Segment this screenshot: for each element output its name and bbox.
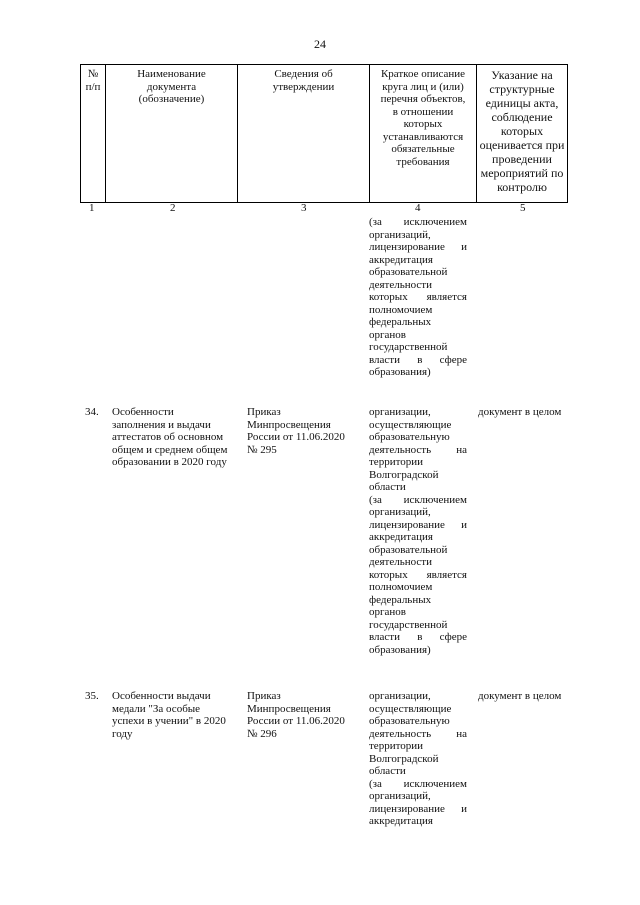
text-line: полномочием (369, 581, 433, 593)
text-line: организаций, (369, 790, 431, 802)
text-line: образовательную (369, 715, 450, 727)
text-line: Приказ (247, 690, 281, 702)
header-line: утверждении (272, 80, 335, 93)
text-line: успехи в учении" в 2020 (112, 715, 226, 727)
header-line: перечня объектов, (380, 93, 466, 105)
text-line: федеральных (369, 593, 432, 606)
text-line: России от 11.06.2020 (247, 431, 345, 443)
table-header (80, 64, 568, 203)
document-name (112, 690, 242, 740)
header-col-approval (238, 65, 370, 203)
header-line: п/п (85, 80, 101, 93)
text-line: власти в сфере (369, 631, 467, 643)
text-line: медали "За особые (112, 702, 201, 715)
text-line: организаций, (369, 506, 431, 518)
structural-units: документ в целом (478, 406, 562, 418)
text-line: организации, (369, 406, 431, 418)
column-number: 5 (520, 202, 526, 214)
text-line: которых является (369, 568, 467, 581)
header-line: соблюдение (491, 110, 553, 124)
header-line: единицы акта, (485, 96, 559, 110)
header-line: мероприятий по (480, 166, 564, 180)
text-line: территории (369, 456, 424, 468)
header-col-scope (370, 65, 477, 203)
text-line: № 295 (247, 443, 277, 456)
header-line: структурные (489, 82, 555, 96)
page-number: 24 (314, 37, 326, 51)
text-line: общем и среднем общем (112, 443, 228, 456)
header-line: (обозначение) (138, 93, 205, 105)
text-line: полномочием (369, 303, 433, 316)
column-numbers-row (80, 202, 560, 215)
approval-info (247, 406, 362, 456)
text-line: образовании в 2020 году (112, 456, 227, 468)
text-line: органов (369, 606, 406, 618)
text-line: федеральных (369, 316, 432, 328)
document-name (112, 406, 242, 469)
text-line: Особенности выдачи (112, 690, 211, 702)
text-line: организаций, (369, 228, 431, 241)
text-line: аккредитация (369, 531, 433, 543)
header-line: оценивается при (479, 138, 565, 152)
column-number: 1 (89, 202, 95, 214)
text-line: (за исключением (369, 777, 467, 790)
scope-description (369, 690, 467, 828)
text-line: Особенности (112, 406, 174, 418)
header-line: Наименование (137, 68, 206, 80)
header-line: Сведения об (274, 68, 333, 80)
column-number: 2 (170, 202, 176, 214)
text-line: Минпросвещения (247, 702, 331, 715)
text-line: Волгоградской (369, 468, 439, 481)
text-line: аккредитация (369, 815, 433, 827)
header-line: проведении (492, 152, 552, 166)
text-line: образовательную (369, 431, 450, 443)
text-line: осуществляющие (369, 702, 452, 715)
header-line: круга лиц и (или) (382, 80, 464, 93)
text-line: образовательной (369, 266, 448, 278)
header-line: устанавливаются (382, 130, 464, 143)
text-line: (за исключением (369, 493, 467, 506)
text-line: деятельности (369, 556, 432, 568)
header-line: в отношении (392, 105, 454, 118)
text-line: деятельности (369, 278, 432, 291)
text-line: которых является (369, 291, 467, 303)
text-line: лицензирование и (369, 518, 467, 531)
header-line: Краткое описание (380, 68, 466, 80)
text-line: (за исключением (369, 216, 467, 228)
header-line: контролю (497, 180, 547, 194)
text-line: государственной (369, 341, 448, 353)
text-line: образования) (369, 366, 431, 378)
text-line: Минпросвещения (247, 418, 331, 431)
text-line: государственной (369, 618, 448, 631)
header-line: Указание на (491, 68, 553, 82)
header-line: № (87, 68, 99, 80)
header-col-document-name (106, 65, 238, 203)
text-line: России от 11.06.2020 (247, 715, 345, 727)
text-line: году (112, 727, 133, 740)
header-line: документа (146, 80, 197, 93)
text-line: лицензирование и (369, 802, 467, 815)
header-line: которых (403, 118, 443, 130)
text-line: Приказ (247, 406, 281, 418)
text-line: власти в сфере (369, 353, 467, 366)
column-number: 3 (301, 202, 307, 214)
text-line: деятельность на (369, 443, 467, 456)
text-line: органов (369, 328, 406, 341)
text-line: образования) (369, 643, 431, 656)
text-line: аттестатов об основном (112, 431, 224, 443)
row-number: 34. (85, 406, 99, 418)
text-line: осуществляющие (369, 418, 452, 431)
approval-info (247, 690, 362, 740)
text-line: территории (369, 740, 424, 752)
text-line: № 296 (247, 727, 277, 740)
text-line: лицензирование и (369, 241, 467, 253)
text-line: деятельность на (369, 727, 467, 740)
text-line: аккредитация (369, 253, 433, 266)
text-line: образовательной (369, 543, 448, 556)
structural-units: документ в целом (478, 690, 562, 702)
header-line: требования (396, 155, 450, 168)
text-line: Волгоградской (369, 752, 439, 765)
row-number: 35. (85, 690, 99, 702)
text-line: заполнения и выдачи (112, 418, 211, 431)
scope-description (369, 406, 467, 656)
text-line: области (369, 481, 406, 493)
header-line: которых (500, 124, 544, 138)
column-number: 4 (415, 202, 421, 214)
text-line: организации, (369, 690, 431, 702)
continuation-scope (369, 216, 467, 379)
header-line: обязательные (391, 143, 455, 155)
text-line: области (369, 765, 406, 777)
header-col-structural-units (477, 65, 568, 203)
header-col-number (81, 65, 106, 203)
